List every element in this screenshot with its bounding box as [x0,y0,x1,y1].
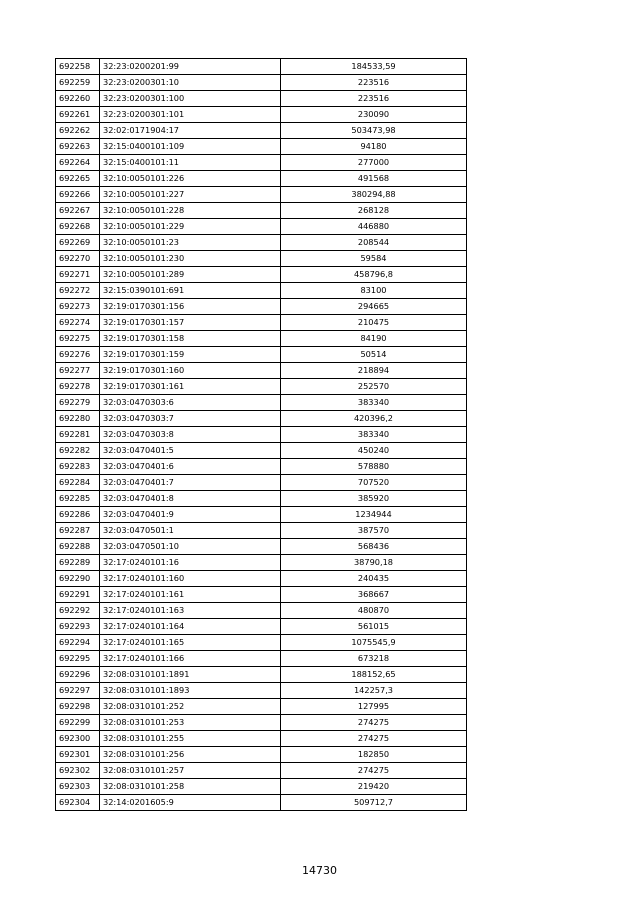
cadastral-number-cell: 32:19:0170301:156 [100,299,281,315]
cadastral-number-cell: 32:03:0470401:6 [100,459,281,475]
cadastral-number-cell: 32:23:0200301:101 [100,107,281,123]
row-id-cell: 692275 [56,331,100,347]
cadastral-value-cell: 274275 [281,731,467,747]
cadastral-value-cell: 503473,98 [281,123,467,139]
cadastral-value-cell: 561015 [281,619,467,635]
row-id-cell: 692303 [56,779,100,795]
row-id-cell: 692294 [56,635,100,651]
table-row [56,667,467,683]
table-row [56,491,467,507]
cadastral-value-cell: 240435 [281,571,467,587]
row-id-cell: 692289 [56,555,100,571]
cadastral-number-cell: 32:23:0200301:10 [100,75,281,91]
row-id-cell: 692286 [56,507,100,523]
table-row [56,123,467,139]
cadastral-number-cell: 32:23:0200201:99 [100,59,281,75]
cadastral-value-cell: 385920 [281,491,467,507]
row-id-cell: 692271 [56,267,100,283]
cadastral-number-cell: 32:03:0470303:6 [100,395,281,411]
cadastral-value-cell: 450240 [281,443,467,459]
table-row [56,315,467,331]
table-row [56,331,467,347]
table-row [56,507,467,523]
row-id-cell: 692293 [56,619,100,635]
cadastral-number-cell: 32:03:0470501:1 [100,523,281,539]
table-row [56,651,467,667]
cadastral-value-cell: 578880 [281,459,467,475]
cadastral-value-cell: 446880 [281,219,467,235]
cadastral-number-cell: 32:19:0170301:159 [100,347,281,363]
cadastral-number-cell: 32:10:0050101:230 [100,251,281,267]
table-row [56,267,467,283]
cadastral-value-cell: 208544 [281,235,467,251]
table-row [56,75,467,91]
table-row [56,699,467,715]
row-id-cell: 692298 [56,699,100,715]
cadastral-value-cell: 274275 [281,763,467,779]
cadastral-number-cell: 32:03:0470401:5 [100,443,281,459]
row-id-cell: 692270 [56,251,100,267]
cadastral-number-cell: 32:10:0050101:227 [100,187,281,203]
row-id-cell: 692260 [56,91,100,107]
cadastral-value-cell: 274275 [281,715,467,731]
table-row [56,795,467,811]
row-id-cell: 692261 [56,107,100,123]
cadastral-number-cell: 32:14:0201605:9 [100,795,281,811]
cadastral-value-cell: 380294,88 [281,187,467,203]
table-body [56,59,467,811]
row-id-cell: 692267 [56,203,100,219]
cadastral-number-cell: 32:08:0310101:252 [100,699,281,715]
row-id-cell: 692268 [56,219,100,235]
cadastral-value-cell: 480870 [281,603,467,619]
table-row [56,299,467,315]
cadastral-number-cell: 32:10:0050101:226 [100,171,281,187]
cadastral-value-cell: 509712,7 [281,795,467,811]
row-id-cell: 692304 [56,795,100,811]
table-row [56,411,467,427]
page-number: 14730 [302,864,337,877]
row-id-cell: 692300 [56,731,100,747]
table-row [56,635,467,651]
table-row [56,619,467,635]
cadastral-value-cell: 458796,8 [281,267,467,283]
cadastral-number-cell: 32:03:0470303:7 [100,411,281,427]
row-id-cell: 692269 [56,235,100,251]
cadastral-value-cell: 491568 [281,171,467,187]
row-id-cell: 692272 [56,283,100,299]
row-id-cell: 692284 [56,475,100,491]
cadastral-number-cell: 32:08:0310101:258 [100,779,281,795]
table-row [56,171,467,187]
cadastral-number-cell: 32:02:0171904:17 [100,123,281,139]
table-row [56,443,467,459]
row-id-cell: 692283 [56,459,100,475]
table-row [56,715,467,731]
table-row [56,363,467,379]
table-row [56,587,467,603]
row-id-cell: 692292 [56,603,100,619]
table-row [56,139,467,155]
table-row [56,427,467,443]
cadastral-value-table [55,58,467,811]
row-id-cell: 692259 [56,75,100,91]
cadastral-number-cell: 32:03:0470401:8 [100,491,281,507]
table-row [56,91,467,107]
table-row [56,395,467,411]
table-row [56,523,467,539]
cadastral-value-cell: 387570 [281,523,467,539]
cadastral-value-cell: 568436 [281,539,467,555]
row-id-cell: 692288 [56,539,100,555]
table-row [56,747,467,763]
row-id-cell: 692274 [56,315,100,331]
cadastral-value-cell: 707520 [281,475,467,491]
cadastral-number-cell: 32:17:0240101:16 [100,555,281,571]
cadastral-value-cell: 277000 [281,155,467,171]
cadastral-number-cell: 32:17:0240101:160 [100,571,281,587]
cadastral-number-cell: 32:03:0470303:8 [100,427,281,443]
row-id-cell: 692262 [56,123,100,139]
row-id-cell: 692277 [56,363,100,379]
row-id-cell: 692258 [56,59,100,75]
row-id-cell: 692282 [56,443,100,459]
table-row [56,603,467,619]
row-id-cell: 692280 [56,411,100,427]
row-id-cell: 692273 [56,299,100,315]
cadastral-number-cell: 32:23:0200301:100 [100,91,281,107]
cadastral-number-cell: 32:03:0470401:7 [100,475,281,491]
table-row [56,235,467,251]
table-row [56,683,467,699]
row-id-cell: 692266 [56,187,100,203]
cadastral-value-cell: 142257,3 [281,683,467,699]
table-row [56,187,467,203]
table-row [56,475,467,491]
row-id-cell: 692285 [56,491,100,507]
row-id-cell: 692281 [56,427,100,443]
cadastral-value-cell: 188152,65 [281,667,467,683]
cadastral-number-cell: 32:03:0470401:9 [100,507,281,523]
cadastral-value-cell: 1234944 [281,507,467,523]
cadastral-number-cell: 32:19:0170301:161 [100,379,281,395]
cadastral-value-cell: 210475 [281,315,467,331]
row-id-cell: 692297 [56,683,100,699]
cadastral-number-cell: 32:15:0400101:11 [100,155,281,171]
row-id-cell: 692278 [56,379,100,395]
cadastral-number-cell: 32:19:0170301:157 [100,315,281,331]
table-row [56,763,467,779]
table-row [56,59,467,75]
cadastral-number-cell: 32:17:0240101:163 [100,603,281,619]
cadastral-number-cell: 32:10:0050101:228 [100,203,281,219]
table-row [56,107,467,123]
cadastral-number-cell: 32:15:0390101:691 [100,283,281,299]
table-row [56,283,467,299]
cadastral-value-cell: 83100 [281,283,467,299]
cadastral-value-cell: 59584 [281,251,467,267]
cadastral-value-cell: 420396,2 [281,411,467,427]
table-row [56,203,467,219]
table-row [56,347,467,363]
cadastral-value-cell: 218894 [281,363,467,379]
cadastral-number-cell: 32:08:0310101:1893 [100,683,281,699]
cadastral-value-cell: 94180 [281,139,467,155]
cadastral-number-cell: 32:10:0050101:23 [100,235,281,251]
cadastral-value-cell: 223516 [281,91,467,107]
row-id-cell: 692290 [56,571,100,587]
cadastral-value-cell: 219420 [281,779,467,795]
row-id-cell: 692263 [56,139,100,155]
cadastral-number-cell: 32:08:0310101:1891 [100,667,281,683]
table-row [56,155,467,171]
cadastral-number-cell: 32:08:0310101:253 [100,715,281,731]
cadastral-value-cell: 368667 [281,587,467,603]
row-id-cell: 692264 [56,155,100,171]
cadastral-number-cell: 32:10:0050101:229 [100,219,281,235]
cadastral-value-cell: 184533,59 [281,59,467,75]
cadastral-value-cell: 84190 [281,331,467,347]
cadastral-value-cell: 1075545,9 [281,635,467,651]
cadastral-value-cell: 383340 [281,427,467,443]
cadastral-number-cell: 32:08:0310101:255 [100,731,281,747]
row-id-cell: 692276 [56,347,100,363]
row-id-cell: 692295 [56,651,100,667]
cadastral-value-cell: 127995 [281,699,467,715]
cadastral-number-cell: 32:03:0470501:10 [100,539,281,555]
cadastral-value-cell: 223516 [281,75,467,91]
cadastral-value-cell: 50514 [281,347,467,363]
cadastral-number-cell: 32:17:0240101:161 [100,587,281,603]
cadastral-value-cell: 383340 [281,395,467,411]
table-row [56,379,467,395]
row-id-cell: 692265 [56,171,100,187]
row-id-cell: 692301 [56,747,100,763]
table-row [56,571,467,587]
table-row [56,219,467,235]
table-row [56,539,467,555]
row-id-cell: 692287 [56,523,100,539]
cadastral-number-cell: 32:17:0240101:166 [100,651,281,667]
row-id-cell: 692299 [56,715,100,731]
cadastral-value-cell: 268128 [281,203,467,219]
cadastral-number-cell: 32:08:0310101:257 [100,763,281,779]
table-row [56,459,467,475]
table-row [56,779,467,795]
cadastral-value-cell: 182850 [281,747,467,763]
cadastral-number-cell: 32:15:0400101:109 [100,139,281,155]
row-id-cell: 692302 [56,763,100,779]
cadastral-number-cell: 32:17:0240101:165 [100,635,281,651]
table-row [56,251,467,267]
cadastral-value-cell: 252570 [281,379,467,395]
table-row [56,555,467,571]
cadastral-number-cell: 32:17:0240101:164 [100,619,281,635]
cadastral-value-cell: 673218 [281,651,467,667]
row-id-cell: 692291 [56,587,100,603]
cadastral-number-cell: 32:10:0050101:289 [100,267,281,283]
cadastral-number-cell: 32:19:0170301:158 [100,331,281,347]
cadastral-number-cell: 32:19:0170301:160 [100,363,281,379]
cadastral-value-cell: 294665 [281,299,467,315]
row-id-cell: 692296 [56,667,100,683]
table-row [56,731,467,747]
cadastral-number-cell: 32:08:0310101:256 [100,747,281,763]
cadastral-value-cell: 38790,18 [281,555,467,571]
cadastral-value-cell: 230090 [281,107,467,123]
row-id-cell: 692279 [56,395,100,411]
